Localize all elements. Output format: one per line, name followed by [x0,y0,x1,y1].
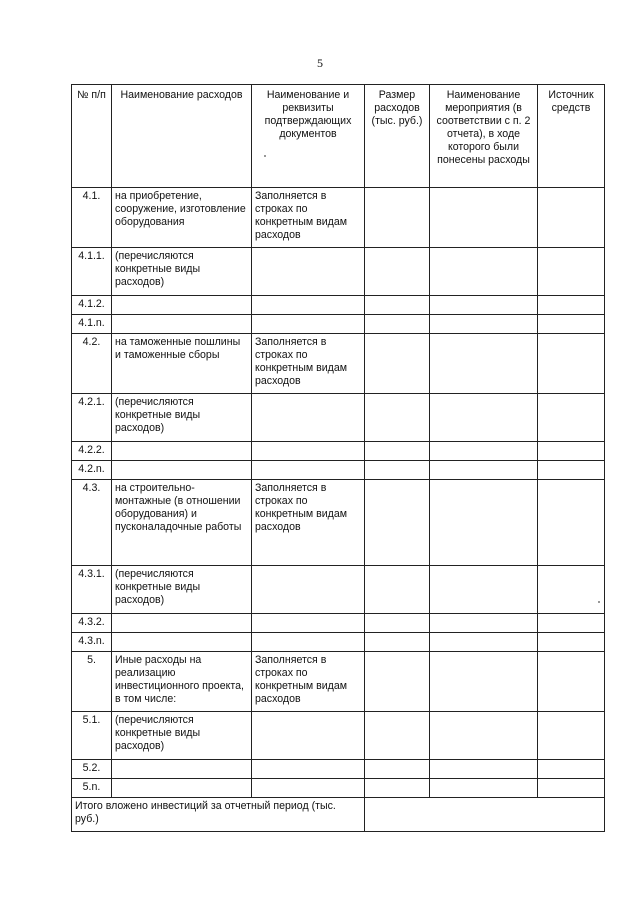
row-size [365,480,430,566]
row-docs [252,442,365,461]
expenses-table [71,84,605,832]
row-name: (перечисляются конкретные виды расходов) [112,712,252,760]
header-source: Источник средств [538,85,605,188]
table-row [72,296,605,315]
row-event [430,779,538,798]
page-number: 5 [317,56,323,70]
row-num: 4.2. [72,334,112,394]
row-source [538,614,605,633]
row-size [365,566,430,614]
row-source [538,334,605,394]
table-row [72,614,605,633]
row-name: (перечисляются конкретные виды расходов) [112,394,252,442]
total-label: Итого вложено инвестиций за отчетный период (тыс. руб.) [72,798,365,832]
row-size [365,614,430,633]
row-size [365,315,430,334]
row-num: 4.3.1. [72,566,112,614]
table-row [72,248,605,296]
row-source [538,248,605,296]
row-event [430,315,538,334]
row-size [365,248,430,296]
row-event [430,614,538,633]
row-size [365,461,430,480]
row-docs [252,296,365,315]
row-num: 5. [72,652,112,712]
row-event [430,248,538,296]
row-size [365,334,430,394]
row-num: 4.1. [72,188,112,248]
row-event [430,566,538,614]
row-event [430,633,538,652]
table-row [72,334,605,394]
row-num: 5.2. [72,760,112,779]
row-num: 4.1.1. [72,248,112,296]
row-size [365,188,430,248]
row-name [112,633,252,652]
scan-speck [598,601,600,603]
row-docs [252,614,365,633]
row-source [538,315,605,334]
row-event [430,712,538,760]
row-source [538,652,605,712]
row-num: 4.3.n. [72,633,112,652]
table-row [72,461,605,480]
row-name [112,614,252,633]
row-num: 4.3. [72,480,112,566]
row-size [365,652,430,712]
row-size [365,779,430,798]
row-size [365,394,430,442]
row-source [538,633,605,652]
row-name [112,779,252,798]
row-name: на таможенные пошлины и таможенные сборы [112,334,252,394]
row-source [538,480,605,566]
row-name [112,442,252,461]
row-docs [252,248,365,296]
table-row [72,760,605,779]
table-row [72,188,605,248]
table-row [72,315,605,334]
header-size: Размер расходов (тыс. руб.) [365,85,430,188]
row-event [430,334,538,394]
scan-speck [264,155,266,157]
header-docs: Наименование и реквизиты подтверждающих документов [252,85,365,188]
row-source [538,461,605,480]
row-docs: Заполняется в строках по конкретным видам расходов [252,188,365,248]
row-size [365,633,430,652]
row-event [430,760,538,779]
row-event [430,461,538,480]
row-num: 4.1.n. [72,315,112,334]
table-row [72,394,605,442]
row-source [538,442,605,461]
table-row [72,779,605,798]
row-docs [252,712,365,760]
row-source [538,188,605,248]
header-num: № п/п [72,85,112,188]
row-event [430,394,538,442]
row-event [430,652,538,712]
row-source [538,296,605,315]
row-source [538,566,605,614]
total-value [365,798,605,832]
row-docs: Заполняется в строках по конкретным видам расходов [252,334,365,394]
row-source [538,394,605,442]
row-size [365,442,430,461]
row-event [430,480,538,566]
row-name [112,760,252,779]
table-row [72,652,605,712]
row-docs [252,461,365,480]
total-row [72,798,605,832]
row-size [365,296,430,315]
row-name: на приобретение, сооружение, изготовление оборудования [112,188,252,248]
row-event [430,188,538,248]
row-docs: Заполняется в строках по конкретным видам расходов [252,652,365,712]
row-num: 5.1. [72,712,112,760]
row-docs: Заполняется в строках по конкретным видам расходов [252,480,365,566]
row-name: на строительно-монтажные (в отношении оборудования) и пусконаладочные работы [112,480,252,566]
row-name [112,315,252,334]
table-row [72,633,605,652]
row-num: 4.1.2. [72,296,112,315]
row-docs [252,394,365,442]
row-docs [252,633,365,652]
row-name [112,461,252,480]
row-name [112,296,252,315]
header-event: Наименование мероприятия (в соответствии с п. 2 отчета), в ходе которого были понесены расходы [430,85,538,188]
row-source [538,779,605,798]
row-num: 4.2.1. [72,394,112,442]
row-name: (перечисляются конкретные виды расходов) [112,566,252,614]
table-row [72,566,605,614]
row-docs [252,566,365,614]
row-num: 4.2.2. [72,442,112,461]
table-row [72,480,605,566]
row-event [430,442,538,461]
row-docs [252,760,365,779]
row-num: 4.2.n. [72,461,112,480]
row-docs [252,779,365,798]
row-size [365,712,430,760]
row-docs [252,315,365,334]
header-name: Наименование расходов [112,85,252,188]
table-row [72,712,605,760]
row-event [430,296,538,315]
row-source [538,712,605,760]
table-header-row [72,85,605,188]
row-name: (перечисляются конкретные виды расходов) [112,248,252,296]
row-source [538,760,605,779]
row-num: 5.n. [72,779,112,798]
row-name: Иные расходы на реализацию инвестиционного проекта, в том числе: [112,652,252,712]
row-num: 4.3.2. [72,614,112,633]
row-size [365,760,430,779]
table-row [72,442,605,461]
